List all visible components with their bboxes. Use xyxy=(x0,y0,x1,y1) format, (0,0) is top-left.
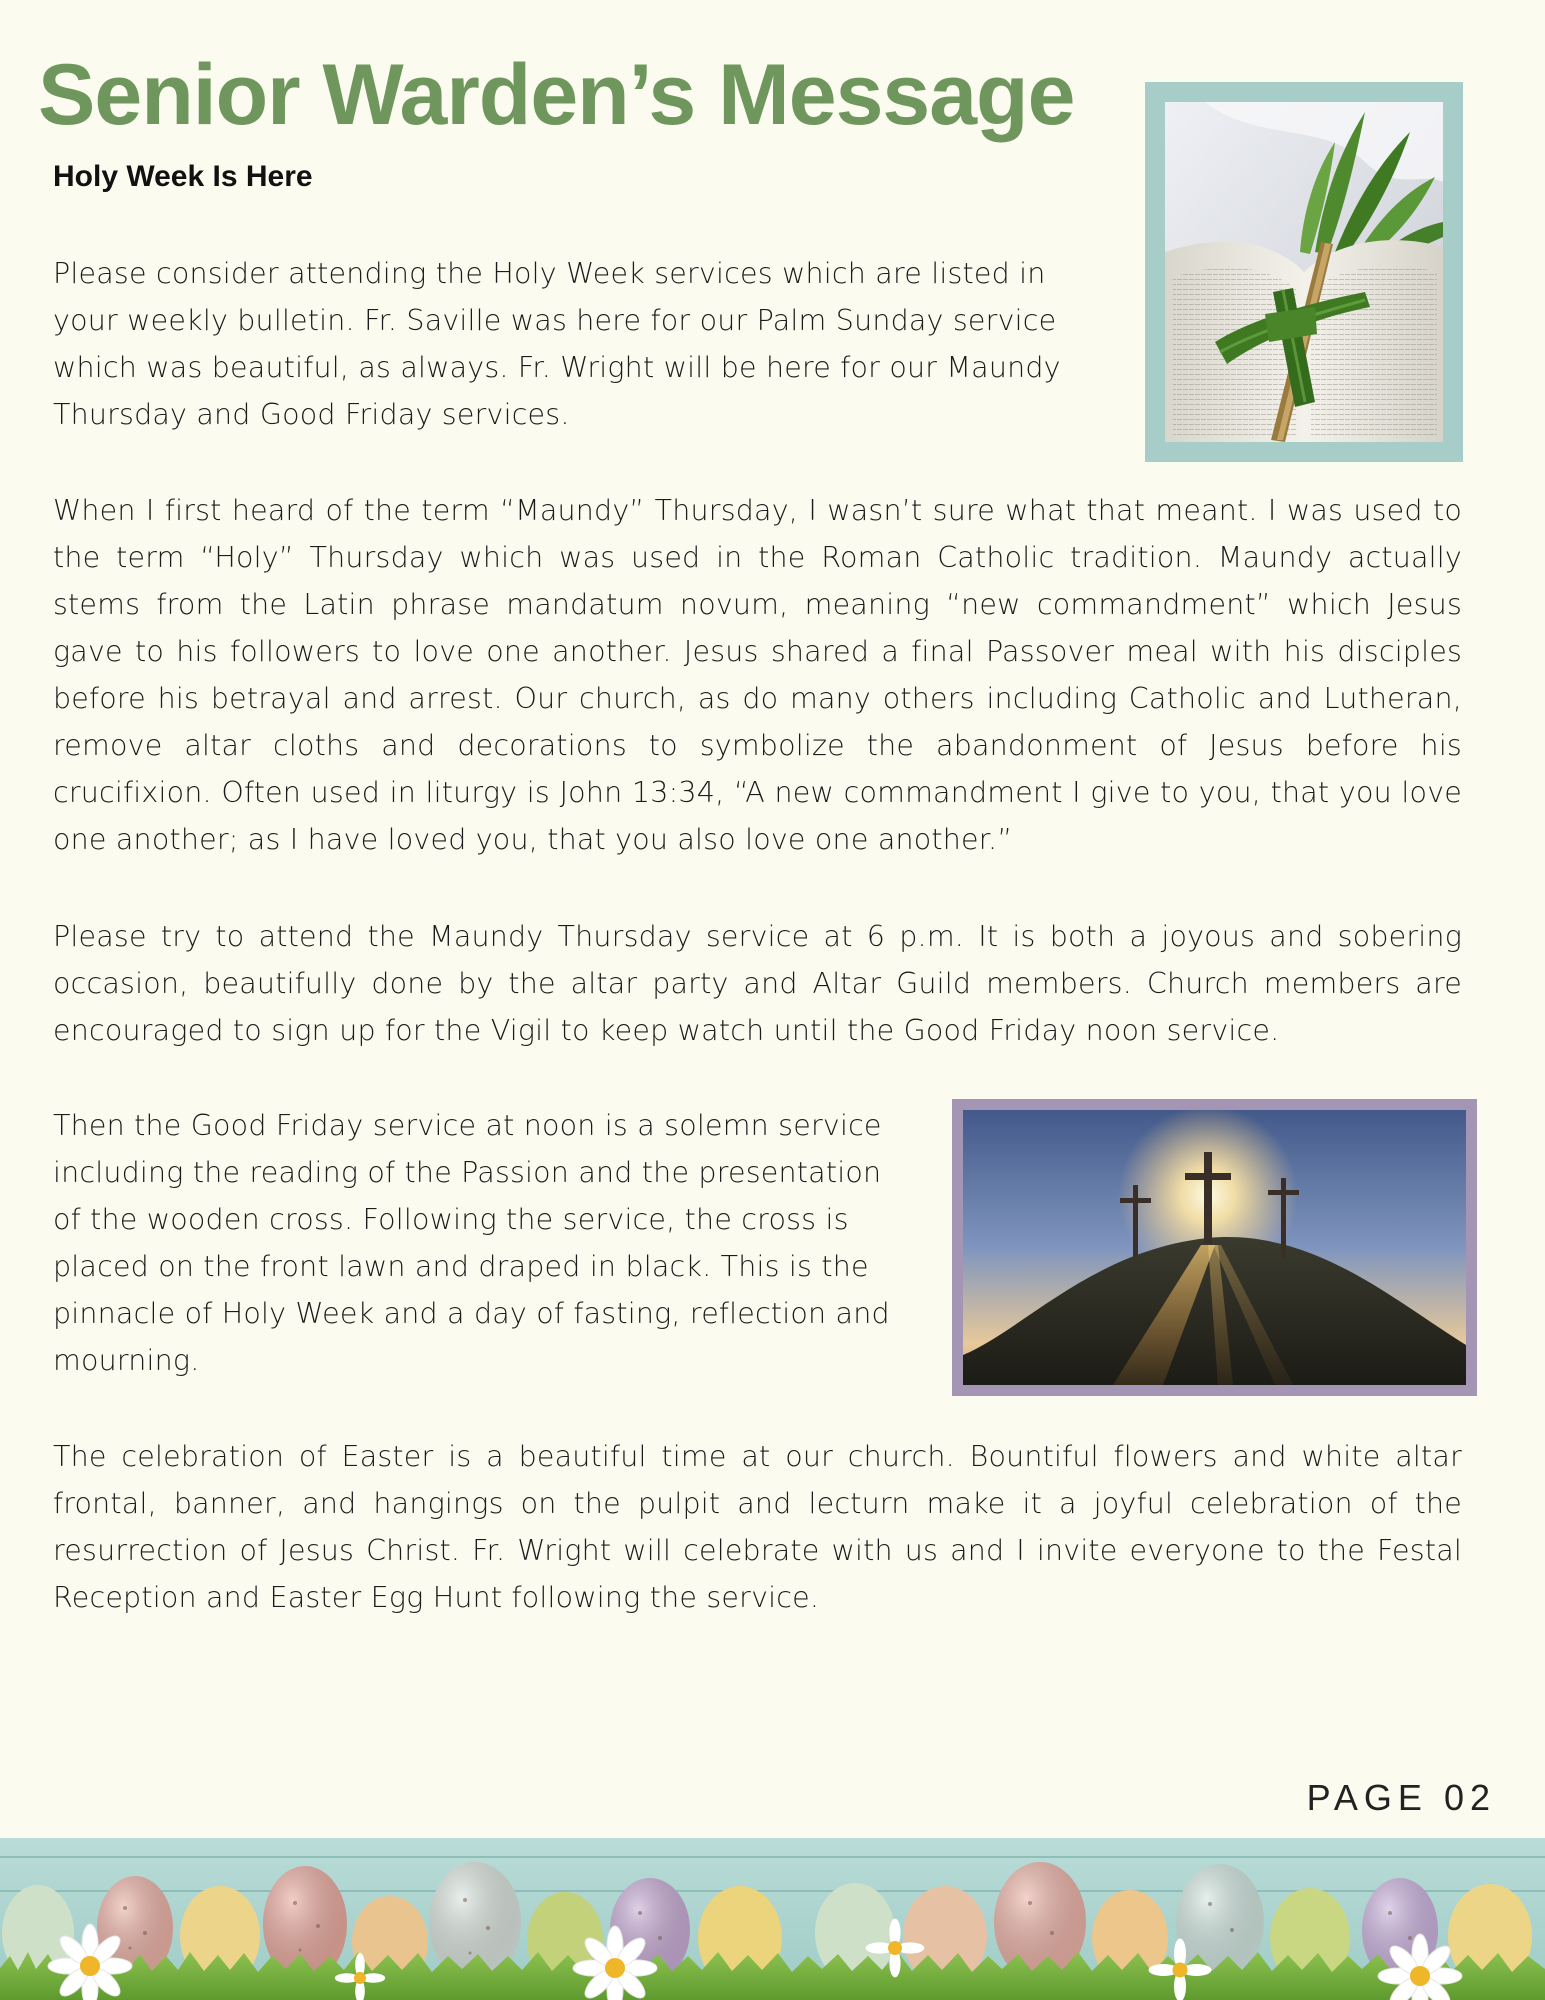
palm-cross-illustration xyxy=(1165,102,1443,442)
paragraph-easter: The celebration of Easter is a beautiful time at our church. Bountiful flowers and white altar frontal, banner, and hangings on the pulpit and lecturn make it a joyful celebration of the resurrection of Jesus Christ. Fr. Wright will celebrate with us and I invite everyone to the Festal Reception and Easter Egg Hunt following the service. xyxy=(53,1440,1462,1614)
calvary-crosses-illustration xyxy=(963,1110,1466,1385)
paragraph-good-friday: Then the Good Friday service at noon is a solemn service including the reading of the Passion and the presentation of the wooden cross. Following the service, the cross is placed on the front lawn and draped in black. This is the pinnacle of Holy Week and a day of fasting, reflection and mourning. xyxy=(53,1109,890,1377)
section-subtitle: Holy Week Is Here xyxy=(53,160,313,193)
easter-eggs-border xyxy=(0,1838,1545,2000)
easter-eggs-illustration xyxy=(0,1838,1545,2000)
bible-palm-cross-image xyxy=(1145,82,1463,462)
paragraph-maundy-meaning: When I first heard of the term “Maundy” Thursday, I wasn’t sure what that meant. I was used to the term “Holy” Thursday which was used in the Roman Catholic tradition. Maundy actually stems from the Latin phrase mandatum novum, meaning “new commandment” which Jesus gave to his followers to love one another. Jesus shared a final Passover meal with his disciples before his betrayal and arrest. Our church, as do many others including Catholic and Lutheran, remove altar cloths and decorations to symbolize the abandonment of Jesus before his crucifixion. Often used in liturgy is John 13:34, “A new commandment I give to you, that you love one another; as I have loved you, that you also love one another.” xyxy=(53,494,1462,856)
page-number: PAGE 02 xyxy=(1306,1777,1496,1818)
three-crosses-image xyxy=(952,1099,1477,1396)
page-title: Senior Warden’s Message xyxy=(38,47,1075,143)
paragraph-intro: Please consider attending the Holy Week services which are listed in your weekly bulletin. Fr. Saville was here for our Palm Sunday service which was beautiful, as always. Fr. Wright will be here for our Maundy Thursday and Good Friday services. xyxy=(53,257,1061,431)
paragraph-maundy-service: Please try to attend the Maundy Thursday service at 6 p.m. It is both a joyous and sobering occasion, beautifully done by the altar party and Altar Guild members. Church members are encouraged to sign up for the Vigil to keep watch until the Good Friday noon service. xyxy=(53,920,1462,1047)
